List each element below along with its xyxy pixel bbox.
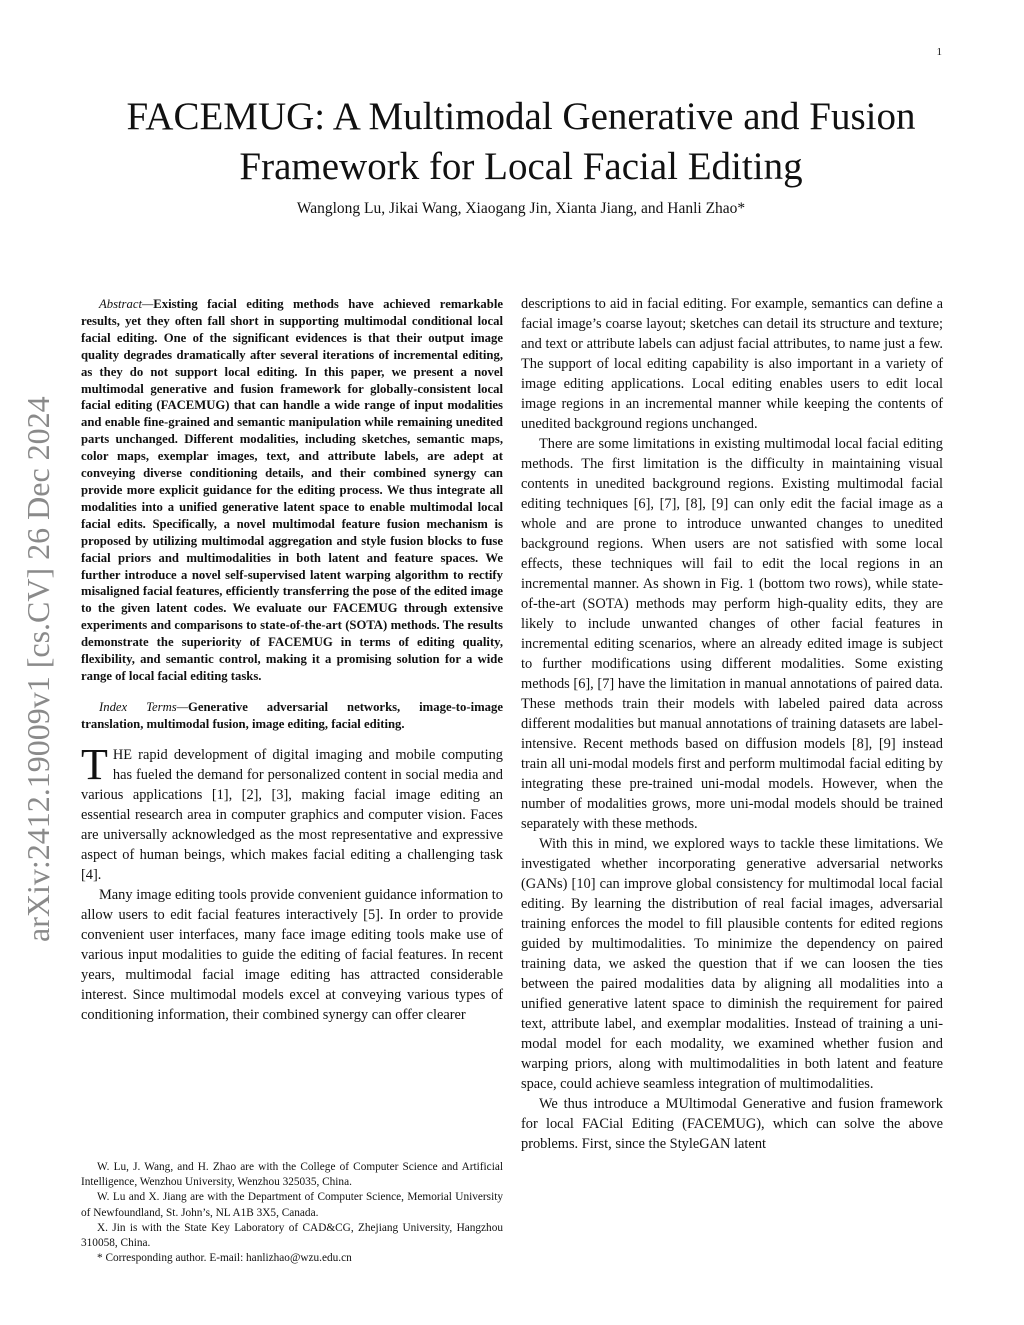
footnote: W. Lu, J. Wang, and H. Zhao are with the College of Computer Science and Artificial Intelligence, Wenzhou University, Wenzhou 325035, China. bbox=[81, 1161, 503, 1189]
paper-authors: Wanglong Lu, Jikai Wang, Xiaogang Jin, Xianta Jiang, and Hanli Zhao* bbox=[296, 200, 746, 217]
index-terms-text: Generative adversarial networks, image-to-image translation, multimodal fusion, image editing, facial editing. bbox=[81, 699, 504, 731]
left-column bbox=[81, 296, 503, 1025]
right-column bbox=[521, 294, 943, 1154]
index-terms-label: Index Terms— bbox=[99, 699, 188, 714]
intro-paragraph-1 bbox=[81, 739, 503, 885]
right-paragraph-1: descriptions to aid in facial editing. For example, semantics can define a facial image’s coarse layout; sketches can detail its structure and texture; and text or attribute labels can adjust facial attributes, to name just a few. The support of local editing capability is also important in a variety of image editing applications. Local editing enables users to edit local image regions in an incremental manner while keeping the contents of unedited background regions unchanged. bbox=[521, 296, 943, 432]
abstract-label: Abstract— bbox=[99, 297, 154, 311]
right-paragraph-2: There are some limitations in existing multimodal local facial editing methods. The first limitation is the difficulty in maintaining visual contents in unedited background regions. Existing multimodal facial editing techniques [6], [7], [8], [9] can only edit the facial image as a whole and are prone to introduce unwanted changes to unedited background regions. When users are not satisfied with some local effects, these techniques will fail to edit the local regions in an incremental manner. As shown in Fig. 1 (bottom two rows), while state-of-the-art (SOTA) methods may perform high-quality edits, they are likely to include unwanted changes of other facial features in incremental editing scenarios, where an already edited image is subject to further modifications using different modalities. Some existing methods [6], [7] have the limitation in manual annotations of paired data. These methods train their models with labeled paired data across different modalities but manual annotations of training datasets are label-intensive. Recent methods based on diffusion models [8], [9] instead train all uni-modal models first and perform multimodal facial editing by integrating these pre-trained uni-modal models. However, when the number of modalities grows, more uni-modal models should be trained separately with these methods. bbox=[521, 436, 943, 832]
intro-text-1: HE rapid development of digital imaging and mobile computing has fueled the demand for personalized content in social media and various applications [1], [2], [3], making facial image editing an essential research area in computer graphics and computer vision. Faces are universally acknowledged as the most representative and expressive aspect of human beings, which makes facial editing a challenging task [4]. bbox=[81, 746, 503, 883]
paper-title: FACEMUG: A Multimodal Generative and Fusion Framework for Local Facial Editing bbox=[126, 95, 916, 188]
index-terms bbox=[81, 699, 503, 733]
footnote-corresponding: * Corresponding author. E-mail: hanlizhao@wzu.edu.cn bbox=[97, 1252, 352, 1265]
drop-cap: T bbox=[81, 739, 108, 789]
right-paragraph-3: With this in mind, we explored ways to tackle these limitations. We investigated whether incorporating generative adversarial networks (GANs) [10] can improve global consistency for multimodal local facial editing. By learning the distribution of real facial images, adversarial training enforces the model to fill plausible contents for edited regions guided by multimodalities. To minimize the dependency on paired training data, we asked the question that if we can loosen the ties between the paired modalities data by aligning all modalities into a unified generative latent space to diminish the requirement for paired text, attribute label, and exemplar modalities. Instead of training a uni-modal model for each modality, we examined whether fusion and warping priors, along with multimodalities in both latent and feature space, could achieve seamless integration of multimodalities. bbox=[521, 836, 943, 1092]
footnotes bbox=[81, 1160, 503, 1266]
arxiv-identifier: arXiv:2412.19009v1 [cs.CV] 26 Dec 2024 bbox=[20, 396, 56, 942]
abstract bbox=[81, 296, 503, 685]
intro-paragraph-2: Many image editing tools provide convenient guidance information to allow users to edit facial features interactively [5]. In order to provide convenient user interfaces, many face image editing tools make use of various input modalities to guide the editing of facial features. In recent years, multimodal facial image editing has attracted considerable interest. Since multimodal models excel at conveying various types of conditioning information, their combined synergy can offer clearer bbox=[81, 886, 503, 1023]
right-paragraph-4: We thus introduce a MUltimodal Generative and fusion framework for local FACial Editing (FACEMUG), which can solve the above problems. First, since the StyleGAN latent bbox=[521, 1096, 943, 1152]
footnote: W. Lu and X. Jiang are with the Department of Computer Science, Memorial University of Newfoundland, St. John’s, NL A1B 3X5, Canada. bbox=[81, 1191, 503, 1219]
abstract-text: Existing facial editing methods have achieved remarkable results, yet they often fall short in supporting multimodal conditional local facial editing. One of the significant evidences is that their output image quality degrades dramatically after several iterations of incremental editing, as they do not support local editing. In this paper, we present a novel multimodal generative and fusion framework for globally-consistent local facial editing (FACEMUG) that can handle a wide range of input modalities and enable fine-grained and semantic manipulation while remaining unedited parts unchanged. Different modalities, including sketches, semantic maps, color maps, exemplar images, text, and attribute labels, are adept at conveying diverse conditioning details, and their combined synergy can provide more explicit guidance for the editing process. We thus integrate all modalities into a unified generative latent space to enable multimodal local facial edits. Specifically, a novel multimodal feature fusion mechanism is proposed by utilizing multimodal aggregation and style fusion blocks to fuse facial priors and multimodalities in both latent and feature spaces. We further introduce a novel self-supervised latent warping algorithm to rectify misaligned facial features, efficiently transferring the pose of the edited image to the given latent codes. We evaluate our FACEMUG through extensive experiments and comparisons to state-of-the-art (SOTA) methods. The results demonstrate the superiority of FACEMUG in terms of editing quality, flexibility, and semantic control, making it a promising solution for a wide range of local facial editing tasks. bbox=[81, 297, 503, 683]
page-number: 1 bbox=[936, 46, 942, 58]
footnote: X. Jin is with the State Key Laboratory of CAD&CG, Zhejiang University, Hangzhou 310058, China. bbox=[81, 1221, 503, 1250]
